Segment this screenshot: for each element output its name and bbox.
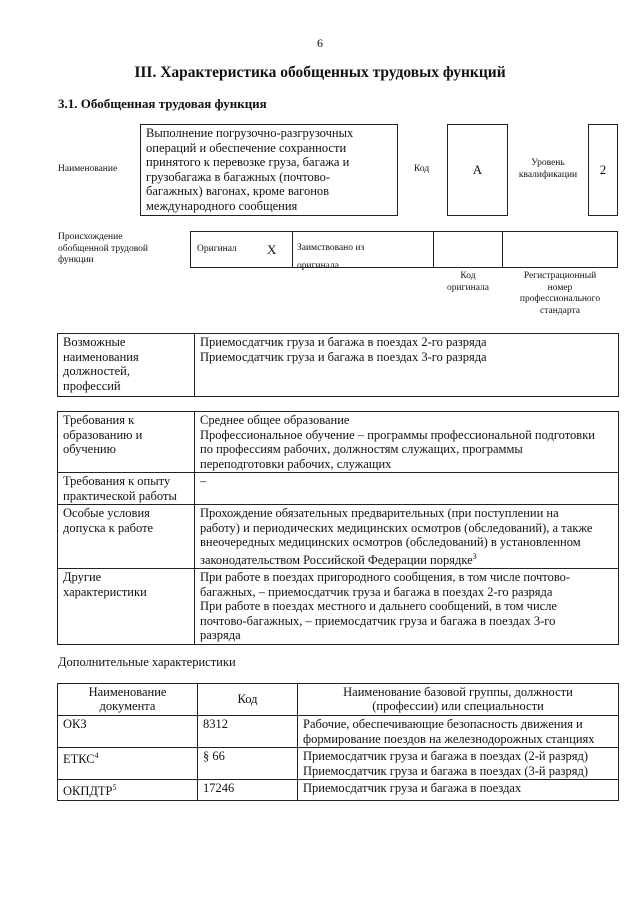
requirement-row <box>58 473 619 505</box>
doc-cell <box>58 716 198 748</box>
origin-label: Происхождение обобщенной трудовой функции <box>58 232 148 265</box>
requirement-row <box>58 505 619 569</box>
code-label: Код <box>414 164 430 174</box>
borrowed-label: Заимствовано из оригинала <box>297 243 365 271</box>
group-name: Приемосдатчик груза и багажа в поездах (2-й разряд) Приемосдатчик груза и багажа в поездах (3-й разряд) <box>298 748 619 780</box>
header-code: Код <box>198 684 298 716</box>
positions-label: Возможные наименования должностей, профессий <box>58 334 195 397</box>
requirement-label: Требования к опыту практической работы <box>58 473 195 505</box>
position-item: Приемосдатчик груза и багажа в поездах 2-го разряда <box>200 335 487 349</box>
requirement-value: – <box>195 473 619 505</box>
qualification-level-label: Уровень квалификации <box>518 158 578 180</box>
footnote-mark: 4 <box>94 751 99 760</box>
requirement-row <box>58 569 619 645</box>
borrowed-cell <box>293 232 434 271</box>
requirements-table <box>57 411 619 645</box>
doc-code: 8312 <box>198 716 298 748</box>
additional-table <box>57 683 619 801</box>
positions-values <box>195 334 619 397</box>
doc-code: § 66 <box>198 748 298 780</box>
original-label: Оригинал <box>197 243 237 254</box>
name-label: Наименование <box>58 164 118 174</box>
requirement-value: Прохождение обязательных предварительных (при поступлении на работу) и периодических медицинских осмотров (обследований), а также внеочередных медицинских осмотров (обследований) в установленном законодательством Российской Федерации порядке <box>200 506 593 567</box>
doc-name: ЕТКС <box>63 752 95 767</box>
qualification-level-value: 2 <box>588 124 618 216</box>
requirement-row <box>58 412 619 473</box>
footnote-mark: 5 <box>112 783 117 792</box>
doc-cell <box>58 780 198 801</box>
origin-row <box>190 231 618 271</box>
requirement-value: При работе в поездах пригородного сообщения, в том числе почтово- багажных, – приемосдатчик груза и багажа в поездах 2-го разряда При работе в поездах местного и дальнего сообщений, в том числе почтово-багажных, – приемосдатчик груза и багажа в поездах 3-го разряда <box>195 569 619 645</box>
requirement-label: Требования к образованию и обучению <box>58 412 195 473</box>
additional-title: Дополнительные характеристики <box>58 655 236 669</box>
footnote-mark: 3 <box>472 551 477 561</box>
position-item: Приемосдатчик груза и багажа в поездах 3-го разряда <box>200 349 487 364</box>
positions-table <box>57 333 619 397</box>
table-row <box>58 748 619 780</box>
doc-name: ОКЗ <box>63 717 87 731</box>
positions-row <box>58 334 619 397</box>
table-row <box>58 780 619 801</box>
header-group-name: Наименование базовой группы, должности (профессии) или специальности <box>298 684 619 716</box>
group-name: Рабочие, обеспечивающие безопасность движения и формирование поездов на железнодорожных станциях <box>298 716 619 748</box>
original-cell <box>191 232 293 267</box>
function-code-value: А <box>447 124 508 216</box>
requirement-label: Другие характеристики <box>58 569 195 645</box>
doc-name: ОКПДТР <box>63 784 113 799</box>
additional-header-row <box>58 684 619 716</box>
requirement-label: Особые условия допуска к работе <box>58 505 195 569</box>
reg-number-caption: Регистрационный номер профессионального стандарта <box>519 271 601 316</box>
page-number: 6 <box>317 36 323 50</box>
original-mark: X <box>267 241 277 257</box>
original-code-caption: Код оригинала <box>447 271 489 293</box>
table-row <box>58 716 619 748</box>
original-code-cell <box>434 232 503 267</box>
subsection-title: 3.1. Обобщенная трудовая функция <box>58 96 267 111</box>
header-document: Наименование документа <box>58 684 198 716</box>
doc-cell <box>58 748 198 780</box>
doc-code: 17246 <box>198 780 298 801</box>
reg-number-cell <box>503 232 617 267</box>
group-name: Приемосдатчик груза и багажа в поездах <box>298 780 619 801</box>
requirement-value-cell <box>195 505 619 569</box>
requirement-value: Среднее общее образование Профессиональное обучение – программы профессиональной подготовки по профессиям рабочих, должностям служащих, программы переподготовки рабочих, служащих <box>195 412 619 473</box>
section-title: III. Характеристика обобщенных трудовых функций <box>134 64 506 81</box>
function-name-value: Выполнение погрузочно-разгрузочных операций и обеспечение сохранности принятого к перевозке груза, багажа и грузобагажа в багажных (почтово- багажных) вагонах, кроме вагонов международного сообщения <box>140 124 398 216</box>
